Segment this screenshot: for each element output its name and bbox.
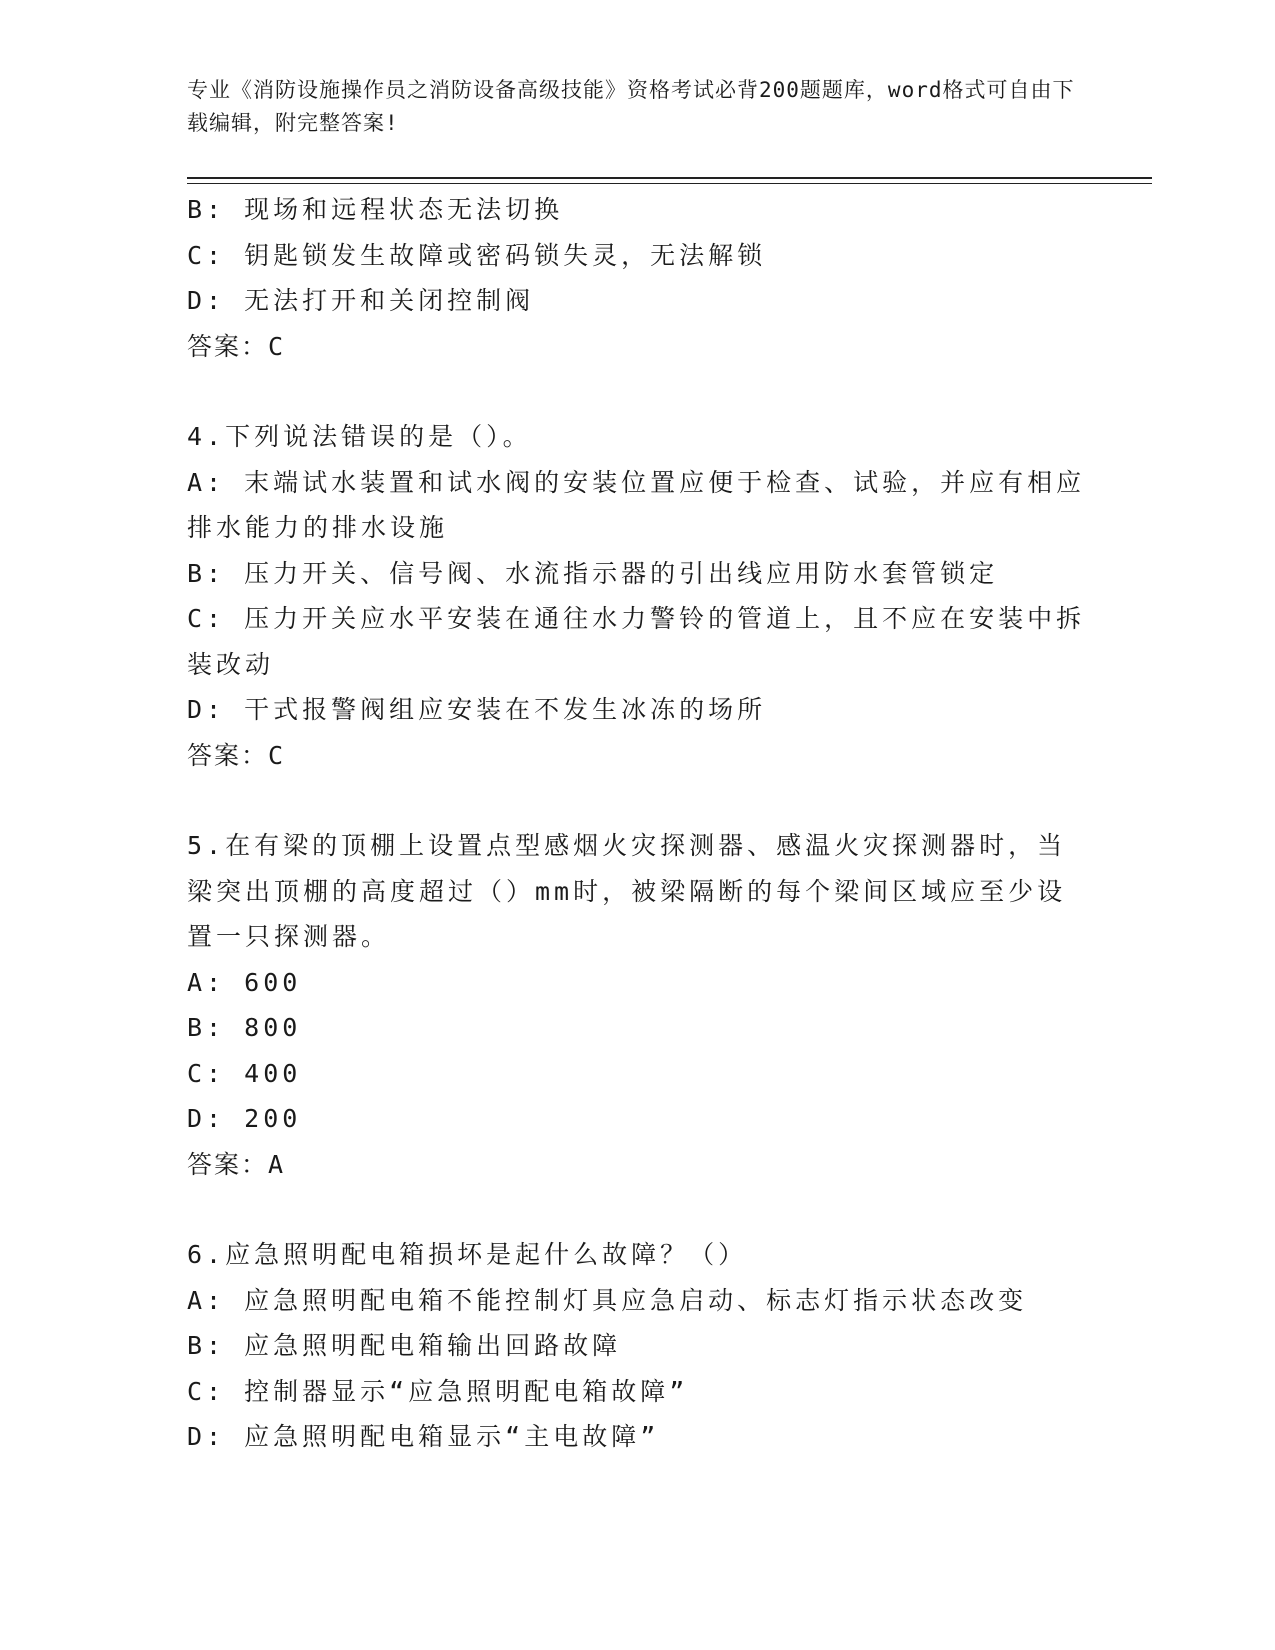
answer: 答案：C <box>187 331 286 361</box>
option-a: A: 末端试水装置和试水阀的安装位置应便于检查、试验，并应有相应排水能力的排水设施 <box>187 467 1086 542</box>
question-stem: 6.应急照明配电箱损坏是起什么故障？（） <box>187 1240 748 1269</box>
option-b: B: 800 <box>187 1013 302 1042</box>
option-d: D: 无法打开和关闭控制阀 <box>187 286 535 315</box>
header-text: 专业《消防设施操作员之消防设备高级技能》资格考试必背200题题库，word格式可自由下载编辑，附完整答案! <box>187 78 1075 135</box>
option-b: B: 现场和远程状态无法切换 <box>187 195 564 224</box>
answer: 答案：C <box>187 740 286 770</box>
question-stem: 5.在有梁的顶棚上设置点型感烟火灾探测器、感温火灾探测器时，当梁突出顶棚的高度超过（）mm时，被梁隔断的每个梁间区域应至少设置一只探测器。 <box>187 831 1067 951</box>
option-d: D: 200 <box>187 1104 302 1133</box>
option-c: C: 400 <box>187 1058 302 1088</box>
header-rule-thick <box>187 177 1152 179</box>
question-stem: 4.下列说法错误的是（）。 <box>187 422 532 451</box>
option-c: C: 钥匙锁发生故障或密码锁失灵，无法解锁 <box>187 240 767 270</box>
option-b: B: 应急照明配电箱输出回路故障 <box>187 1331 622 1360</box>
option-a: A: 600 <box>187 967 302 997</box>
document-header <box>187 74 1077 140</box>
question-3-continued <box>187 187 1087 369</box>
option-a: A: 应急照明配电箱不能控制灯具应急启动、标志灯指示状态改变 <box>187 1285 1028 1315</box>
question-4 <box>187 414 1087 778</box>
question-list <box>187 187 1087 1460</box>
option-d: D: 干式报警阀组应安装在不发生冰冻的场所 <box>187 695 767 724</box>
question-6 <box>187 1232 1087 1460</box>
question-5 <box>187 823 1087 1187</box>
option-c: C: 压力开关应水平安装在通往水力警铃的管道上，且不应在安装中拆装改动 <box>187 604 1086 679</box>
option-d: D: 应急照明配电箱显示“主电故障” <box>187 1422 660 1451</box>
option-b: B: 压力开关、信号阀、水流指示器的引出线应用防水套管锁定 <box>187 558 999 588</box>
header-rule-thin <box>187 183 1152 184</box>
answer: 答案：A <box>187 1149 286 1179</box>
option-c: C: 控制器显示“应急照明配电箱故障” <box>187 1376 689 1406</box>
